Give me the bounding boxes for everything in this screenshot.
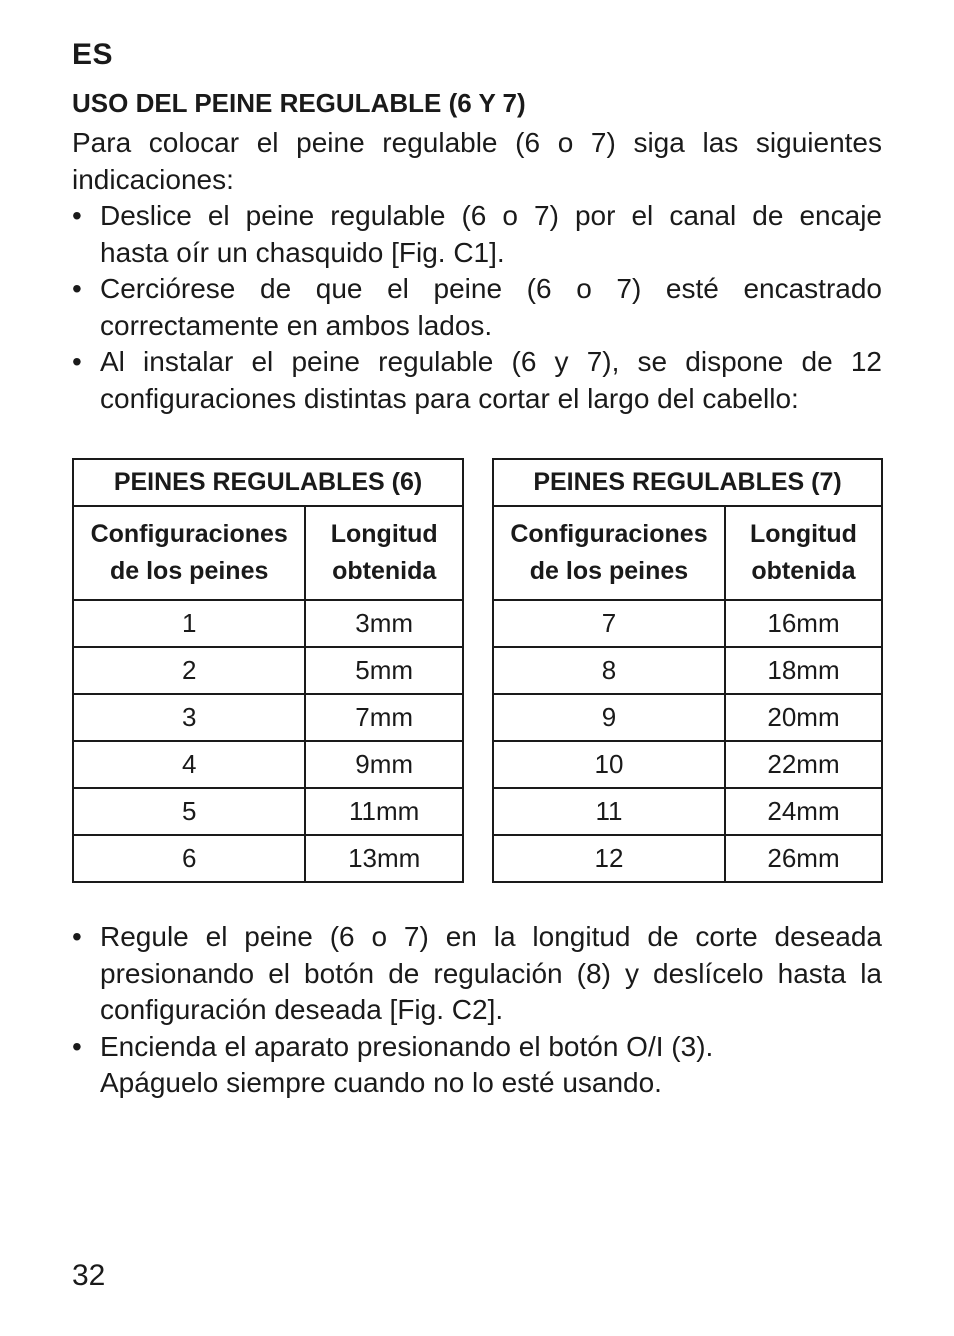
list-item-text: Al instalar el peine regulable (6 y 7), se dispone de 12	[100, 346, 882, 377]
bullet-list-top	[72, 198, 882, 417]
table-row	[493, 741, 882, 788]
column-header-line: Longitud	[750, 520, 857, 548]
length-cell: 26mm	[725, 835, 882, 882]
config-cell: 11	[493, 788, 725, 835]
column-header-line: obtenida	[751, 557, 856, 585]
bullet-icon: •	[72, 1030, 82, 1062]
list-item	[72, 198, 882, 271]
config-cell: 1	[73, 600, 305, 647]
table-row	[493, 788, 882, 835]
column-header-line: Configuraciones	[90, 520, 288, 548]
table-row	[73, 835, 463, 882]
bullet-icon: •	[72, 273, 82, 304]
column-header-length	[305, 506, 463, 600]
comb-table-7	[492, 458, 883, 883]
column-header-line: Longitud	[330, 520, 438, 548]
table-row	[73, 788, 463, 835]
list-item-text: Apáguelo siempre cuando no lo esté usando.	[100, 1067, 662, 1098]
table-title: PEINES REGULABLES (6)	[73, 459, 463, 506]
length-cell: 22mm	[725, 741, 882, 788]
column-header-line: Configuraciones	[510, 520, 708, 548]
bullet-icon: •	[72, 921, 82, 952]
config-cell: 2	[73, 647, 305, 694]
bullet-list-bottom	[72, 919, 882, 1102]
length-cell: 11mm	[305, 788, 463, 835]
length-cell: 24mm	[725, 788, 882, 835]
config-cell: 6	[73, 835, 305, 882]
config-cell: 12	[493, 835, 725, 882]
table-row	[73, 741, 463, 788]
table-row	[493, 600, 882, 647]
table-row	[493, 694, 882, 741]
list-item-text: Cerciórese de que el peine (6 o 7) esté encastrado	[100, 273, 882, 304]
config-cell: 3	[73, 694, 305, 741]
column-header-length	[725, 506, 882, 600]
comb-table-6	[72, 458, 464, 883]
table-row	[73, 694, 463, 741]
column-header-line: de los peines	[109, 557, 269, 585]
list-item-text: configuración deseada [Fig. C2].	[100, 994, 504, 1025]
list-item	[72, 919, 882, 1029]
list-item-text: correctamente en ambos lados.	[100, 309, 493, 341]
language-code: ES	[72, 38, 114, 71]
length-cell: 16mm	[725, 600, 882, 647]
length-cell: 9mm	[305, 741, 463, 788]
config-cell: 9	[493, 694, 725, 741]
list-item	[72, 344, 882, 417]
list-item-text: Regule el peine (6 o 7) en la longitud de corte deseada	[100, 921, 882, 952]
list-item	[72, 271, 882, 344]
column-header-config	[493, 506, 725, 600]
config-cell: 10	[493, 741, 725, 788]
config-cell: 7	[493, 600, 725, 647]
bullet-icon: •	[72, 346, 82, 377]
length-cell: 7mm	[305, 694, 463, 741]
table-row	[73, 647, 463, 694]
table-row	[493, 835, 882, 882]
page-number: 32	[72, 1259, 106, 1292]
list-item-text: presionando el botón de regulación (8) y deslícelo hasta la	[100, 957, 882, 989]
length-cell: 13mm	[305, 835, 463, 882]
bullet-icon: •	[72, 200, 82, 231]
length-cell: 5mm	[305, 647, 463, 694]
column-header-line: de los peines	[529, 557, 689, 585]
list-item-text: hasta oír un chasquido [Fig. C1].	[100, 236, 505, 268]
config-cell: 8	[493, 647, 725, 694]
length-cell: 20mm	[725, 694, 882, 741]
list-item-text: configuraciones distintas para cortar el largo del cabello:	[100, 382, 799, 414]
list-item	[72, 1029, 882, 1102]
column-header-line: obtenida	[332, 557, 437, 585]
column-header-config	[73, 506, 305, 600]
length-cell: 18mm	[725, 647, 882, 694]
config-cell: 4	[73, 741, 305, 788]
table-row	[493, 647, 882, 694]
table-row	[73, 600, 463, 647]
list-item-text: Deslice el peine regulable (6 o 7) por el canal de encaje	[100, 200, 882, 231]
section-title: USO DEL PEINE REGULABLE (6 Y 7)	[72, 88, 526, 118]
table-title: PEINES REGULABLES (7)	[493, 459, 882, 506]
length-cell: 3mm	[305, 600, 463, 647]
intro-paragraph: Para colocar el peine regulable (6 o 7) siga las siguientes indicaciones:	[72, 127, 882, 195]
config-cell: 5	[73, 788, 305, 835]
list-item-text: Encienda el aparato presionando el botón O/I (3).	[100, 1030, 714, 1062]
